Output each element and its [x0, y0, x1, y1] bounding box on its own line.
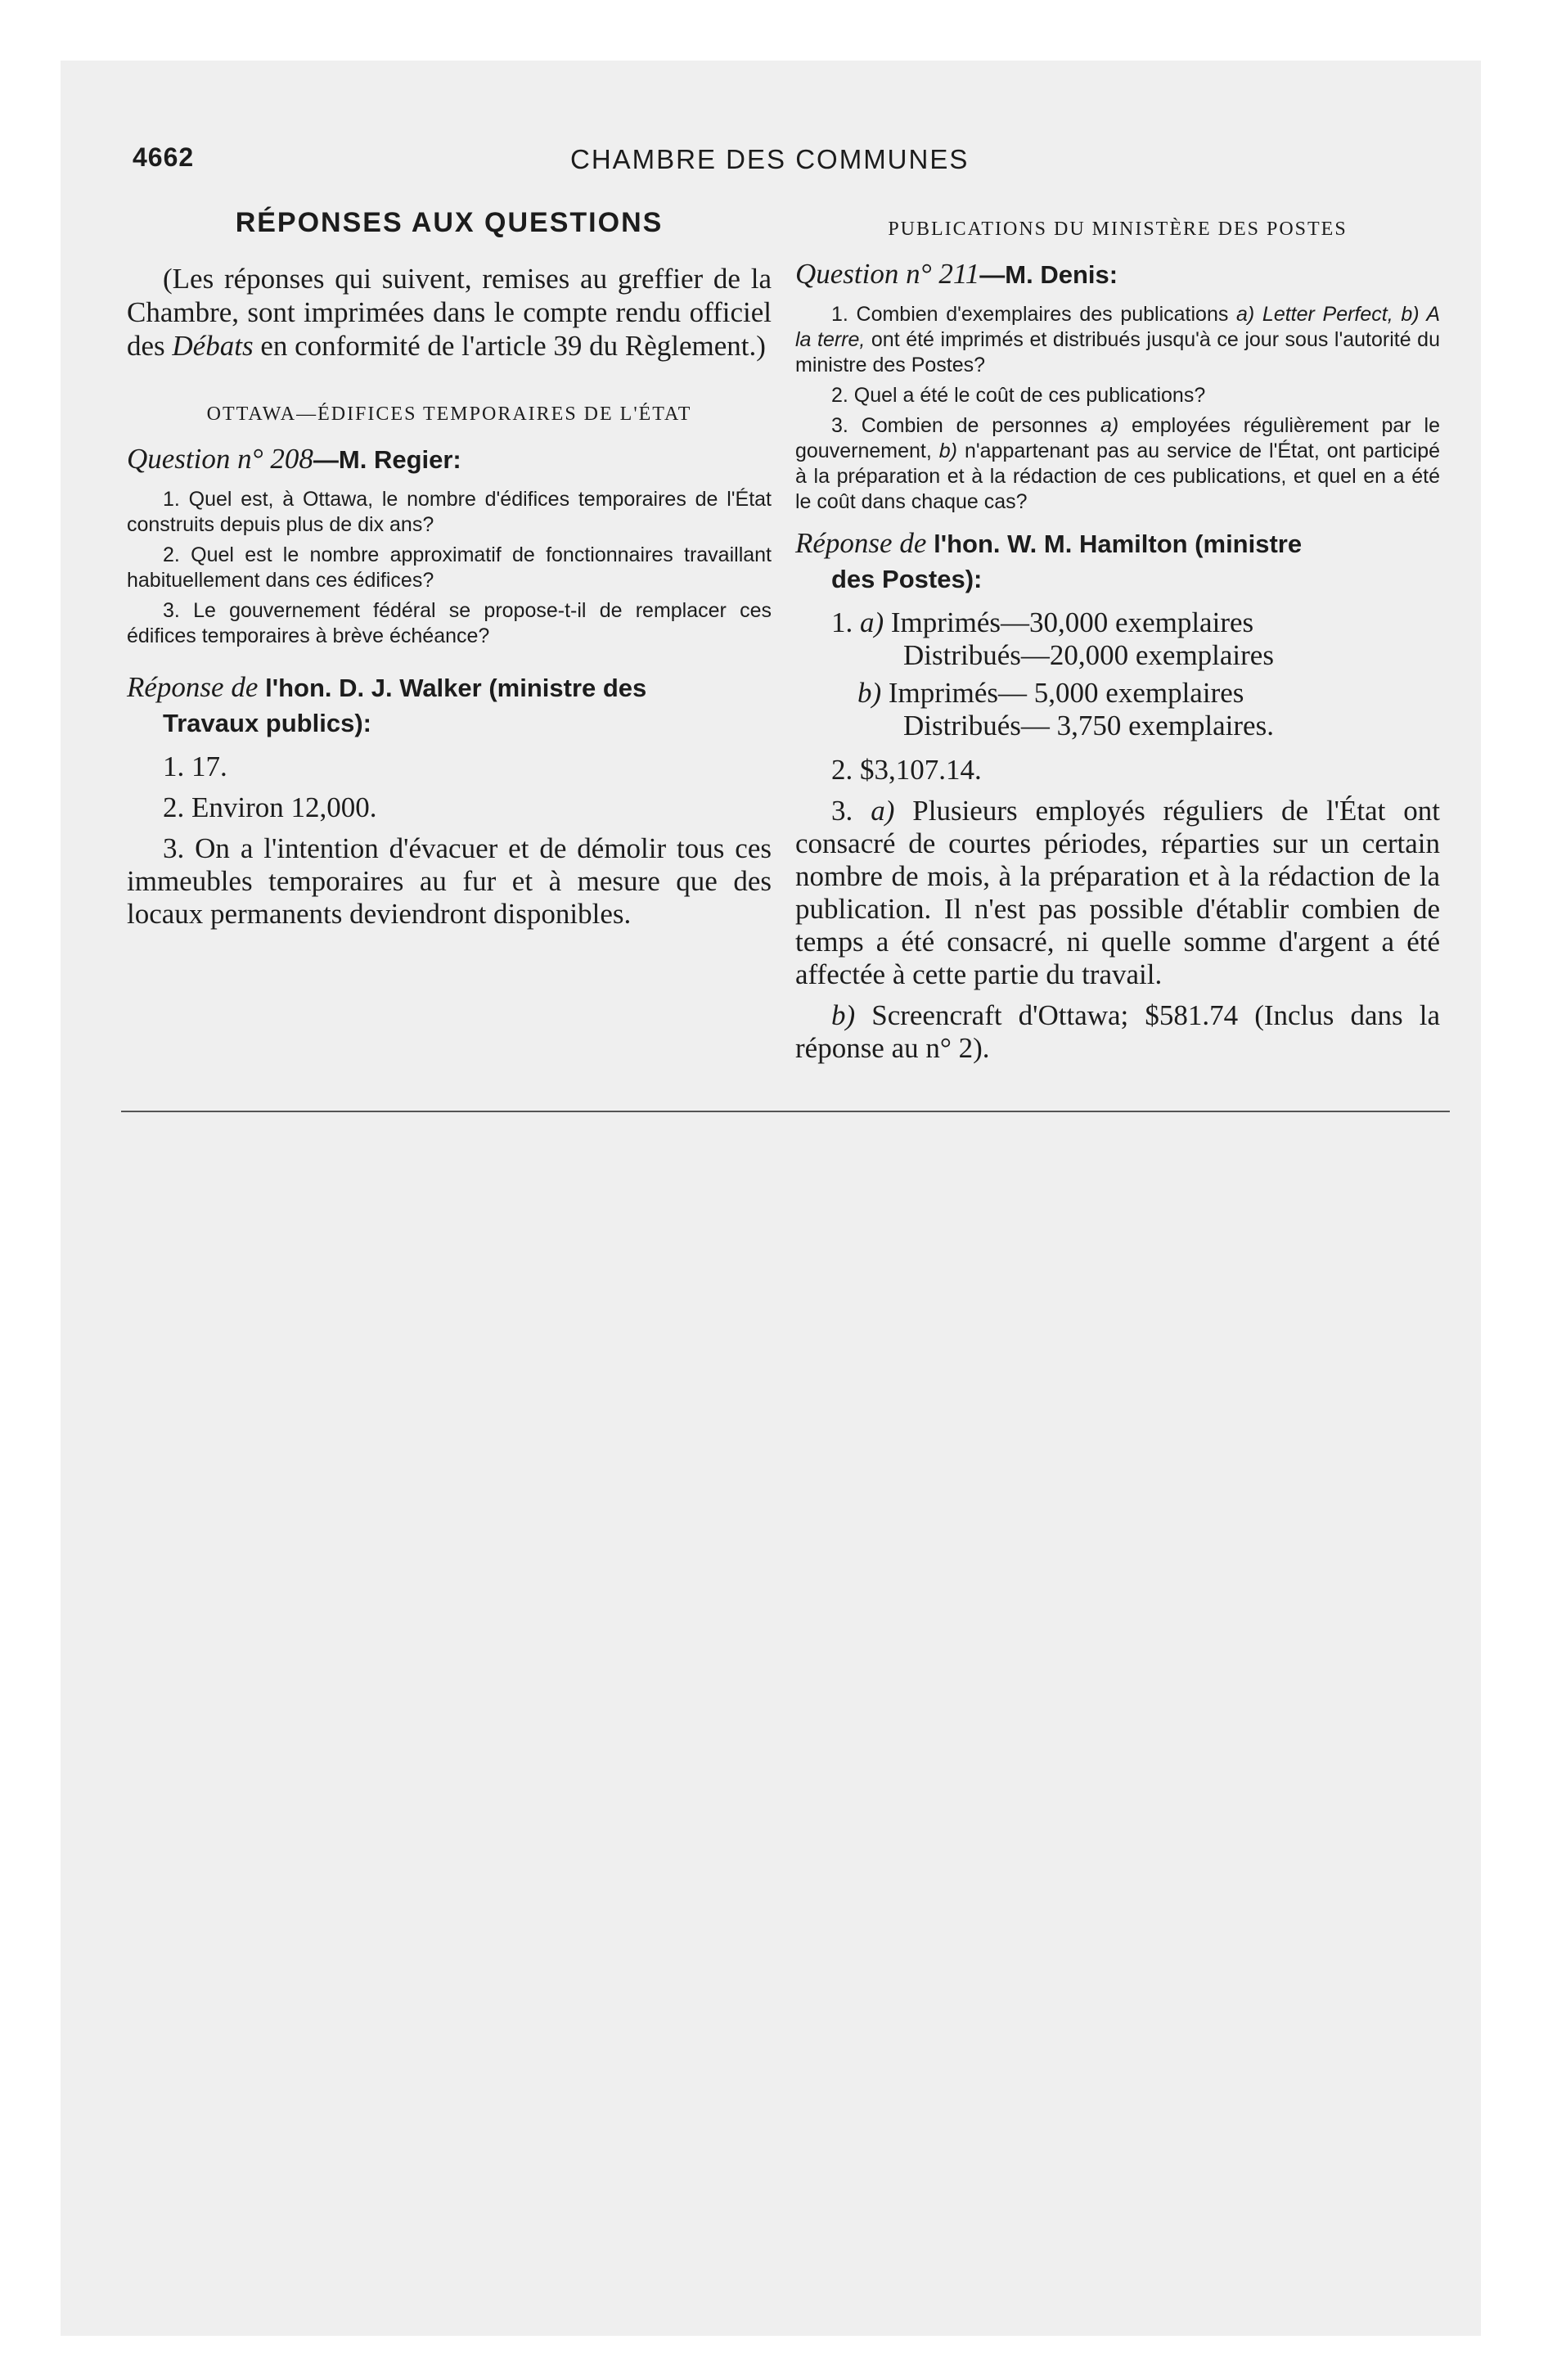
right-column	[795, 201, 1440, 1073]
q3-rest: n'appartenant pas au service de l'État, ont participé à la préparation et à la rédaction de ces publications, et quel en a été le coût dans chaque cas?	[795, 439, 1440, 513]
answer-1	[795, 606, 1440, 742]
q3-mark-b: b)	[938, 439, 957, 462]
answer-1a-distributed: Distribués—20,000 exemplaires	[903, 639, 1274, 671]
answer-item: 2. Environ 12,000.	[163, 791, 377, 823]
reply-heading	[127, 670, 772, 741]
answer-number: 1.	[831, 606, 853, 638]
answer-1b-printed	[831, 677, 1440, 710]
reply-label: Réponse de	[795, 527, 934, 559]
answer-text: Screencraft d'Ottawa; $581.74 (Inclus dans la réponse au n° 2).	[795, 999, 1440, 1064]
question-item	[795, 413, 1440, 515]
answer-1a-printed	[831, 606, 1440, 639]
q3-mid: employées régulièrement par le gouvernement,	[795, 414, 1440, 462]
answer-2: 2. $3,107.14.	[831, 754, 982, 786]
q1-mark-a: a)	[1236, 303, 1255, 326]
intro-text-2: en conformité de l'article 39 du Règlement.)	[253, 330, 766, 362]
answer-mark: a)	[871, 795, 895, 827]
question-label: Question n° 211	[795, 258, 980, 290]
answer-value: Imprimés—30,000 exemplaires	[890, 606, 1254, 638]
answer-item: 3. On a l'intention d'évacuer et de démolir tous ces immeubles temporaires au fur et à mesure que des locaux permanents deviendront disponibles.	[127, 832, 772, 930]
question-208	[127, 442, 772, 477]
answer-mark: b)	[831, 999, 856, 1031]
reply-speaker-cont: des Postes):	[831, 565, 983, 593]
question-heading-postes: PUBLICATIONS DU MINISTÈRE DES POSTES	[888, 219, 1348, 240]
reply-speaker: l'hon. W. M. Hamilton (ministre	[934, 530, 1303, 558]
answer-value: Imprimés— 5,000 exemplaires	[888, 677, 1244, 709]
reply-label: Réponse de	[127, 671, 266, 703]
q1-title-2: A la terre,	[795, 303, 1440, 351]
q3-mark-a: a)	[1100, 414, 1119, 437]
answer-3b	[795, 999, 1440, 1065]
question-item: 3. Le gouvernement fédéral se propose-t-il de remplacer ces édifices temporaires à brève échéance?	[127, 599, 772, 647]
question-heading-ottawa: OTTAWA—ÉDIFICES TEMPORAIRES DE L'ÉTAT	[206, 403, 692, 425]
intro-paragraph	[127, 262, 772, 363]
answer-mark: a)	[860, 606, 884, 638]
page-number: 4662	[133, 142, 195, 172]
q3-text: 3. Combien de personnes	[831, 414, 1100, 437]
section-title: RÉPONSES AUX QUESTIONS	[235, 207, 664, 238]
divider-rule-right	[751, 1111, 1450, 1112]
reply-heading	[795, 526, 1440, 597]
reply-speaker-cont: Travaux publics):	[163, 709, 371, 737]
intro-italic: Débats	[172, 330, 254, 362]
left-column	[127, 201, 772, 939]
question-asker: —M. Regier:	[313, 445, 461, 474]
answer-mark: b)	[857, 677, 882, 709]
intro-text-1: (Les réponses qui suivent, remises au greffier de la Chambre, sont imprimées dans le compte rendu officiel des	[127, 263, 772, 362]
page-header	[133, 136, 1016, 185]
divider-rule-left	[121, 1111, 751, 1112]
answer-number: 3.	[831, 795, 871, 827]
answer-text: Plusieurs employés réguliers de l'État ont consacré de courtes périodes, réparties sur un certain nombre de mois, à la préparation et à la rédaction de la publication. Il n'est pas possible d'établir combien de temps a été consacré, ni quelle somme d'argent a été affectée à cette partie du travail.	[795, 795, 1440, 990]
question-label: Question n° 208	[127, 443, 313, 475]
reply-speaker: l'hon. D. J. Walker (ministre des	[265, 674, 647, 702]
question-asker: —M. Denis:	[979, 260, 1118, 289]
question-211	[795, 257, 1440, 292]
q1-title-1: Letter Perfect,	[1262, 303, 1393, 326]
q1-rest: ont été imprimés et distribués jusqu'à ce jour sous l'autorité du ministre des Postes?	[795, 328, 1440, 376]
answer-item: 1. 17.	[163, 751, 227, 782]
running-head: CHAMBRE DES COMMUNES	[570, 144, 970, 174]
q1-text: 1. Combien d'exemplaires des publications	[831, 303, 1237, 326]
answer-3a	[795, 795, 1440, 991]
q1-mark-b: b)	[1393, 303, 1420, 326]
answer-1b-distributed: Distribués— 3,750 exemplaires.	[903, 710, 1274, 741]
question-item: 2. Quel est le nombre approximatif de fonctionnaires travaillant habituellement dans ces édifices?	[127, 543, 772, 592]
question-item: 2. Quel a été le coût de ces publications?	[831, 384, 1206, 407]
question-item	[795, 302, 1440, 378]
question-item: 1. Quel est, à Ottawa, le nombre d'édifices temporaires de l'État construits depuis plus de dix ans?	[127, 488, 772, 536]
